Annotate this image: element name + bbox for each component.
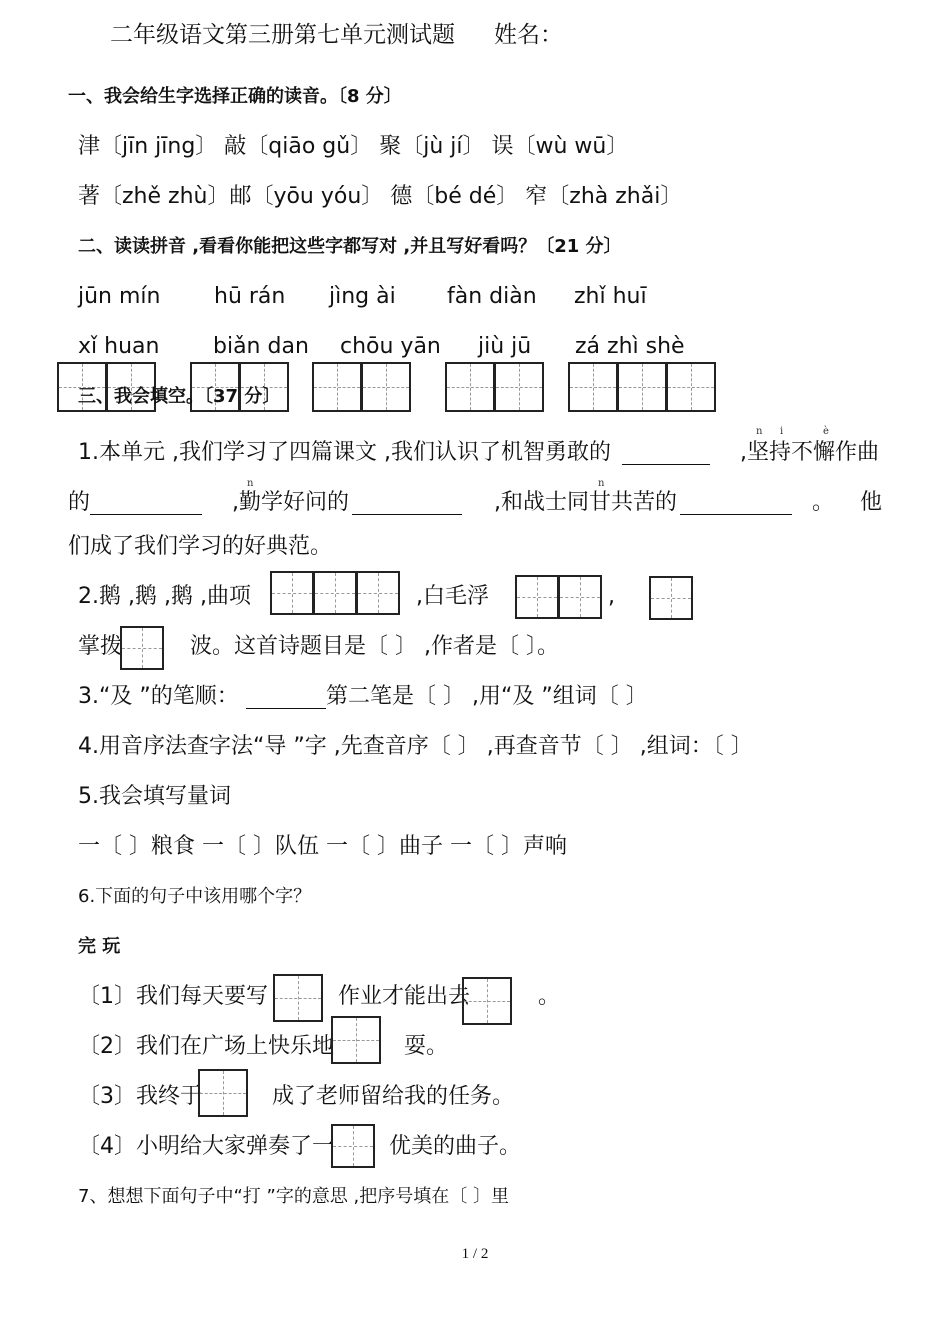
q6-sentence: 优美的曲子。	[389, 1134, 522, 1159]
answer-blank[interactable]	[90, 490, 202, 515]
grid-cell[interactable]	[270, 571, 314, 615]
q6-sentence: 耍。	[404, 1034, 449, 1059]
writing-grid	[445, 362, 544, 412]
pinyin-item: fàn diàn	[447, 284, 537, 309]
answer-blank[interactable]	[680, 490, 792, 515]
q1-text: 们成了我们学习的好典范。	[68, 534, 333, 559]
q1-text: ,坚持不懈作曲	[740, 440, 879, 465]
q6-words: 完 玩	[78, 936, 121, 957]
q1-text: 的	[68, 490, 91, 515]
page-title	[110, 20, 455, 50]
writing-grid	[462, 977, 512, 1025]
q2-text: 波。这首诗题目是〔 〕 ,作者是〔 〕。	[190, 634, 559, 659]
pinyin-item: xǐ huan	[78, 334, 160, 359]
grid-cell[interactable]	[558, 575, 602, 619]
q1-text: ,和战士同甘共苦的	[494, 490, 677, 515]
writing-grid	[198, 1069, 248, 1117]
ruby-text: è	[823, 426, 829, 437]
writing-grid	[120, 626, 164, 670]
grid-cell[interactable]	[445, 362, 495, 412]
writing-grid	[331, 1124, 375, 1168]
grid-cell[interactable]	[312, 362, 362, 412]
q1-text: 。	[812, 490, 835, 515]
grid-cell[interactable]	[649, 576, 693, 620]
q2-text: ,	[608, 584, 615, 609]
answer-blank[interactable]	[352, 490, 462, 515]
q1-text: 1.本单元 ,我们学习了四篇课文 ,我们认识了机智勇敢的	[78, 440, 611, 465]
grid-cell[interactable]	[666, 362, 716, 412]
pinyin-item: zhǐ huī	[574, 284, 647, 309]
grid-cell[interactable]	[462, 977, 512, 1025]
q6-sentence: 作业才能出去	[338, 984, 471, 1009]
pinyin-item: jiù jū	[478, 334, 532, 359]
grid-cell[interactable]	[313, 571, 357, 615]
q6-sentence: 〔1〕我们每天要写	[78, 984, 268, 1009]
pinyin-item: zá zhì shè	[575, 334, 685, 359]
q2-text: ,白毛浮	[416, 584, 489, 609]
grid-cell[interactable]	[617, 362, 667, 412]
grid-cell[interactable]	[494, 362, 544, 412]
ruby-text: n	[756, 426, 763, 437]
writing-grid	[273, 974, 323, 1022]
q6-sentence: 〔4〕小明给大家弹奏了一	[78, 1134, 334, 1159]
name-label: 姓名：	[494, 22, 563, 48]
grid-cell[interactable]	[273, 974, 323, 1022]
q2-text: 2.鹅 ,鹅 ,鹅 ,曲项	[78, 584, 251, 609]
grid-cell[interactable]	[356, 571, 400, 615]
q2-text: 掌拨	[78, 634, 123, 659]
q3-text: 第二笔是〔 〕 ,用“及 ”组词〔 〕	[326, 684, 648, 709]
section-1-heading: 一、我会给生字选择正确的读音。〔8 分〕	[68, 86, 402, 107]
writing-grid	[515, 575, 602, 619]
section-1-row-1: 津〔jīn jīng〕 敲〔qiāo gǔ〕 聚〔jù jí〕 误〔wù wū〕	[78, 134, 629, 159]
pinyin-item: jìng ài	[329, 284, 396, 309]
writing-grid	[331, 1016, 381, 1064]
grid-cell[interactable]	[198, 1069, 248, 1117]
section-2-heading: 二、读读拼音 ,看看你能把这些字都写对 ,并且写好看吗？〔21 分〕	[78, 236, 622, 257]
q6-sentence: 。	[538, 984, 561, 1009]
q6-sentence: 〔2〕我们在广场上快乐地	[78, 1034, 334, 1059]
ruby-text: n	[598, 478, 605, 489]
q5-text: 5.我会填写量词	[78, 784, 231, 809]
answer-blank[interactable]	[246, 684, 326, 709]
q4-text: 4.用音序法查字法“导 ”字 ,先查音序〔 〕 ,再查音节〔 〕 ,组词：〔 〕	[78, 734, 753, 759]
pinyin-item: chōu yān	[340, 334, 441, 359]
q5-items: 一〔 〕粮食 一〔 〕队伍 一〔 〕曲子 一〔 〕声响	[78, 834, 567, 859]
pinyin-item: hū rán	[214, 284, 286, 309]
section-3-heading: 三、我会填空。〔37 分〕	[78, 386, 281, 407]
pinyin-item: jūn mín	[78, 284, 161, 309]
answer-blank[interactable]	[622, 440, 710, 465]
q6-sentence: 成了老师留给我的任务。	[272, 1084, 515, 1109]
grid-cell[interactable]	[361, 362, 411, 412]
grid-cell[interactable]	[120, 626, 164, 670]
writing-grid	[312, 362, 411, 412]
grid-cell[interactable]	[331, 1016, 381, 1064]
writing-grid	[568, 362, 716, 412]
title-text: 二年级语文第三册第七单元测试题	[110, 22, 455, 48]
q6-sentence: 〔3〕我终于	[78, 1084, 202, 1109]
writing-grid	[270, 571, 400, 615]
grid-cell[interactable]	[331, 1124, 375, 1168]
q7-text: 7、想想下面句子中“打 ”字的意思 ,把序号填在〔 〕里	[78, 1186, 509, 1207]
q1-text: ,勤学好问的	[232, 490, 349, 515]
grid-cell[interactable]	[568, 362, 618, 412]
section-1-row-2: 著〔zhě zhù〕邮〔yōu yóu〕 德〔bé dé〕 窄〔zhà zhǎi〕	[78, 184, 683, 209]
page-number: 1 / 2	[461, 1246, 489, 1262]
ruby-text: n	[247, 478, 254, 489]
q3-text: 3.“及 ”的笔顺：	[78, 684, 239, 709]
q1-text: 他	[860, 490, 883, 515]
writing-grid	[649, 576, 693, 620]
q6-text: 6.下面的句子中该用哪个字？	[78, 886, 312, 907]
ruby-text: i	[780, 426, 784, 437]
pinyin-item: biǎn dan	[213, 334, 309, 359]
grid-cell[interactable]	[515, 575, 559, 619]
